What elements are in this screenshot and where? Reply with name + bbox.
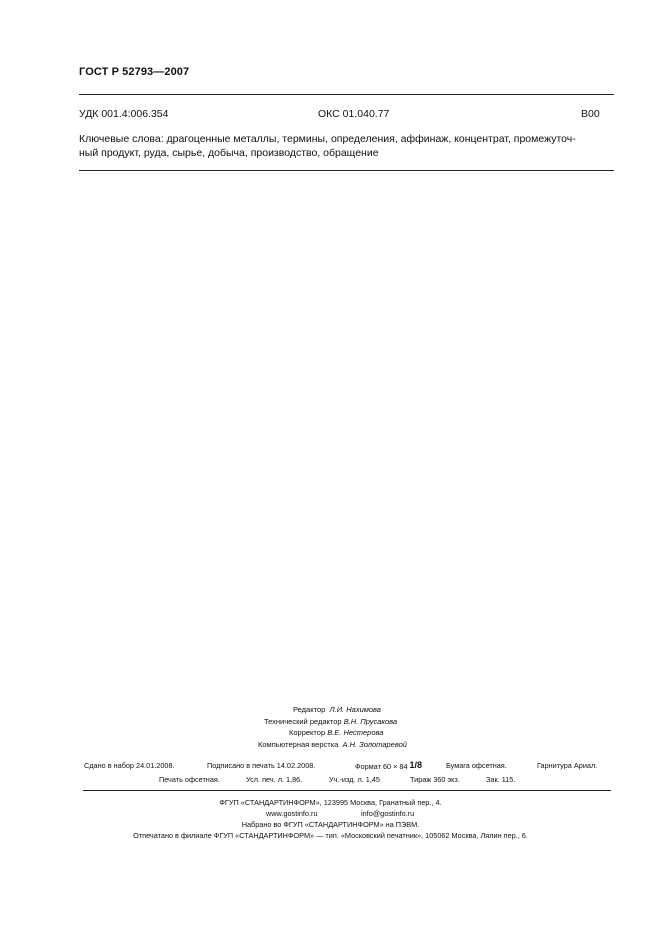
paper-format xyxy=(355,761,422,771)
footer-divider xyxy=(83,790,611,791)
paper-type: Бумага офсетная. xyxy=(446,761,507,770)
printed-info: Отпечатано в филиале ФГУП «СТАНДАРТИНФОРМ» — тип. «Московский печатник», 105062 Москва, Лялин пер., 6. xyxy=(133,831,528,840)
font-info: Гарнитура Ариал. xyxy=(537,761,598,770)
keywords-line-2: ный продукт, руда, сырье, добыча, производство, обращение xyxy=(79,147,379,159)
typeset-info: Набрано во ФГУП «СТАНДАРТИНФОРМ» на ПЭВМ. xyxy=(241,820,420,829)
editor-name: Л.И. Нахимова xyxy=(329,705,381,714)
bottom-divider xyxy=(79,170,614,171)
publisher-website[interactable]: www.gostinfo.ru xyxy=(266,809,318,818)
editor-line xyxy=(0,704,661,716)
corrector-name: В.Е. Нестерова xyxy=(327,728,384,737)
layout-line xyxy=(0,739,661,751)
format-fraction: 1/8 xyxy=(409,760,423,770)
print-type: Печать офсетная. xyxy=(159,775,220,784)
tech-editor-line xyxy=(0,716,661,728)
print-run: Тираж 360 экз. xyxy=(410,775,460,784)
signed-date: Подписано в печать 14.02.2008. xyxy=(207,761,316,770)
credits-block xyxy=(0,704,661,750)
keywords-block xyxy=(79,132,615,160)
submitted-date: Сдано в набор 24.01.2008. xyxy=(84,761,175,770)
group-code: В00 xyxy=(581,108,600,120)
publisher-address: ФГУП «СТАНДАРТИНФОРМ», 123995 Москва, Гранатный пер., 4. xyxy=(219,798,442,807)
udk-code: УДК 001.4:006.354 xyxy=(79,108,169,120)
standard-code: ГОСТ Р 52793—2007 xyxy=(79,66,190,78)
tech-editor-name: В.Н. Прусакова xyxy=(343,716,398,726)
publishing-sheets: Уч.-изд. л. 1,45 xyxy=(329,775,380,784)
print-sheets: Усл. печ. л. 1,86. xyxy=(246,775,303,784)
format-prefix: Формат 60 × 84 xyxy=(355,762,408,771)
keywords-line-1: Ключевые слова: драгоценные металлы, термины, определения, аффинаж, концентрат, промежуточ- xyxy=(79,133,576,145)
publisher-email[interactable]: info@gostinfo.ru xyxy=(361,809,415,818)
tech-editor-label: Технический редактор xyxy=(264,716,342,726)
oks-code: ОКС 01.040.77 xyxy=(318,108,390,120)
layout-label: Компьютерная верстка xyxy=(258,739,339,749)
top-divider xyxy=(79,94,614,95)
layout-name: А.Н. Золотаревой xyxy=(342,739,407,749)
corrector-label: Корректор xyxy=(289,728,326,737)
editor-label: Редактор xyxy=(293,705,326,714)
corrector-line xyxy=(0,727,661,739)
order-number: Зак. 115. xyxy=(486,775,516,784)
